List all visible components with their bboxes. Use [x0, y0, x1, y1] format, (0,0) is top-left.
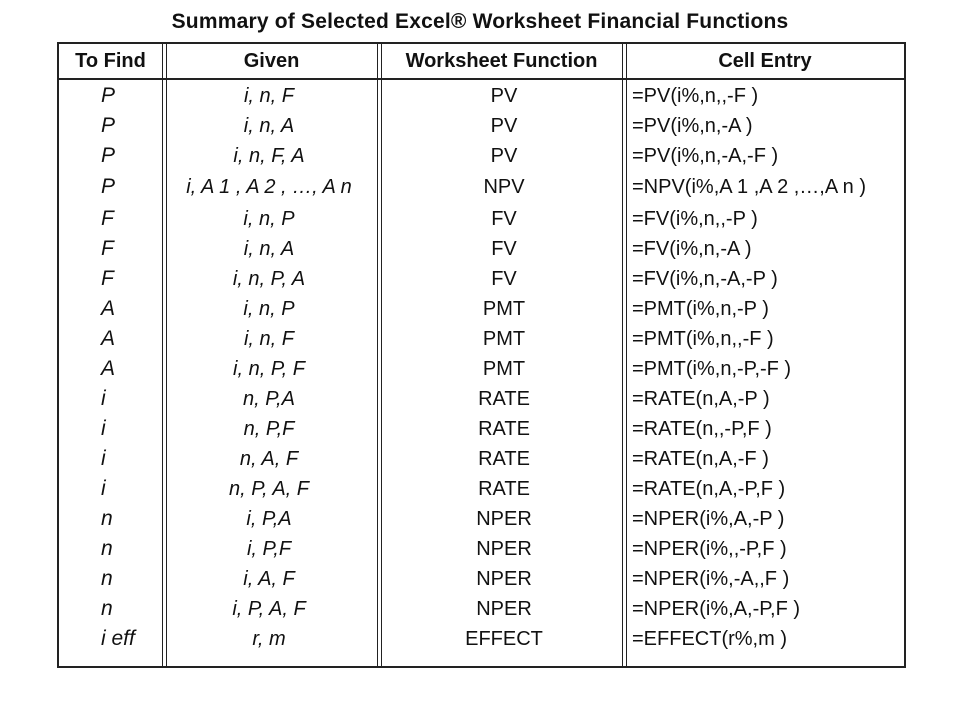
cell-entry-cell: =RATE(n,A,-P,F ): [632, 478, 786, 500]
cell-entry-cell: =PMT(i%,n,-P ): [632, 298, 769, 320]
cell-entry-cell: =RATE(n,,-P,F ): [632, 418, 772, 440]
worksheet-function-cell: NPER: [476, 538, 532, 560]
table-row: [59, 444, 904, 474]
table-row: [59, 141, 904, 171]
worksheet-function-cell: EFFECT: [465, 628, 543, 650]
table-row: [59, 294, 904, 324]
cell-entry-cell: =NPER(i%,-A,,F ): [632, 568, 790, 590]
given-cell: i, A 1 , A 2 , …, A n: [186, 176, 352, 198]
table-row: [59, 264, 904, 294]
given-cell: i, P,F: [246, 538, 292, 560]
to-find-cell: F: [101, 267, 114, 290]
to-find-cell: P: [101, 175, 116, 198]
given-cell: n, A, F: [239, 448, 299, 470]
given-cell: i, n, P: [243, 298, 295, 320]
given-cell: i, n, A: [243, 238, 295, 260]
table-row: [59, 534, 904, 564]
given-cell: n, P,A: [243, 388, 295, 410]
given-cell: n, P, A, F: [228, 478, 310, 500]
given-cell: i, A, F: [243, 568, 295, 590]
cell-entry-cell: =RATE(n,A,-F ): [632, 448, 769, 470]
worksheet-function-cell: NPER: [476, 598, 532, 620]
cell-entry-cell: =NPER(i%,,-P,F ): [632, 538, 787, 560]
worksheet-function-cell: NPER: [476, 508, 532, 530]
table-header: [59, 44, 904, 80]
given-cell: i, n, F: [243, 328, 294, 350]
cell-entry-cell: =PV(i%,n,,-F ): [632, 85, 759, 107]
to-find-cell: n: [101, 507, 113, 530]
worksheet-function-cell: RATE: [478, 418, 530, 440]
cell-entry-cell: =FV(i%,n,-A,-P ): [632, 268, 778, 290]
to-find-cell: n: [101, 597, 113, 620]
cell-entry-cell: =NPV(i%,A 1 ,A 2 ,…,A n ): [632, 176, 866, 198]
to-find-cell: i: [101, 387, 106, 410]
given-cell: i, P,A: [246, 508, 292, 530]
to-find-cell: P: [101, 114, 116, 137]
table-row: [59, 111, 904, 141]
given-cell: n, P,F: [243, 418, 295, 440]
worksheet-function-cell: PV: [490, 85, 518, 107]
to-find-cell: F: [101, 237, 114, 260]
financial-functions-table: [57, 42, 906, 668]
table-row: [59, 234, 904, 264]
worksheet-function-cell: FV: [491, 208, 517, 230]
cell-entry-cell: =RATE(n,A,-P ): [632, 388, 770, 410]
to-find-cell: A: [101, 357, 116, 380]
worksheet-function-cell: PV: [490, 115, 518, 137]
table-row: [59, 384, 904, 414]
table-row: [59, 172, 904, 202]
to-find-cell: i: [101, 447, 106, 470]
given-cell: i, n, P: [243, 208, 295, 230]
table-row: [59, 81, 904, 111]
table-row: [59, 324, 904, 354]
table-row: [59, 594, 904, 624]
worksheet-function-cell: FV: [491, 238, 517, 260]
cell-entry-cell: =PV(i%,n,-A,-F ): [632, 145, 779, 167]
cell-entry-cell: =NPER(i%,A,-P ): [632, 508, 785, 530]
cell-entry-cell: =PMT(i%,n,,-F ): [632, 328, 774, 350]
header-given: Given: [243, 50, 300, 72]
given-cell: i, n, P, A: [232, 268, 306, 290]
table-row: [59, 504, 904, 534]
header-to-find: To Find: [75, 50, 146, 72]
to-find-cell: P: [101, 84, 116, 107]
worksheet-function-cell: NPER: [476, 568, 532, 590]
header-cell-entry: Cell Entry: [718, 50, 812, 72]
cell-entry-cell: =PV(i%,n,-A ): [632, 115, 753, 137]
worksheet-function-cell: RATE: [478, 448, 530, 470]
given-cell: i, n, P, F: [233, 358, 305, 380]
cell-entry-cell: =EFFECT(r%,m ): [632, 628, 787, 650]
table-row: [59, 204, 904, 234]
worksheet-function-cell: PMT: [482, 328, 526, 350]
page-title: Summary of Selected Excel® Worksheet Financial Functions: [171, 10, 789, 33]
cell-entry-cell: =NPER(i%,A,-P,F ): [632, 598, 800, 620]
to-find-cell: i: [101, 477, 106, 500]
to-find-cell: i: [101, 417, 106, 440]
given-cell: r, m: [252, 628, 286, 650]
header-worksheet-function: Worksheet Function: [405, 50, 598, 72]
table-row: [59, 564, 904, 594]
table-row: [59, 354, 904, 384]
to-find-cell: A: [101, 297, 116, 320]
given-cell: i, P, A, F: [232, 598, 306, 620]
worksheet-function-cell: PMT: [482, 298, 526, 320]
worksheet-function-cell: NPV: [483, 176, 525, 198]
to-find-cell: n: [101, 537, 113, 560]
table-row: [59, 624, 904, 654]
to-find-cell: i eff: [101, 627, 135, 650]
given-cell: i, n, F, A: [233, 145, 305, 167]
worksheet-function-cell: RATE: [478, 478, 530, 500]
cell-entry-cell: =FV(i%,n,,-P ): [632, 208, 758, 230]
cell-entry-cell: =PMT(i%,n,-P,-F ): [632, 358, 792, 380]
worksheet-function-cell: RATE: [478, 388, 530, 410]
worksheet-function-cell: PMT: [482, 358, 526, 380]
table-row: [59, 414, 904, 444]
to-find-cell: A: [101, 327, 116, 350]
worksheet-function-cell: PV: [490, 145, 518, 167]
given-cell: i, n, A: [243, 115, 295, 137]
worksheet-function-cell: FV: [491, 268, 517, 290]
cell-entry-cell: =FV(i%,n,-A ): [632, 238, 752, 260]
to-find-cell: n: [101, 567, 113, 590]
table-row: [59, 474, 904, 504]
to-find-cell: F: [101, 207, 114, 230]
to-find-cell: P: [101, 144, 116, 167]
given-cell: i, n, F: [243, 85, 294, 107]
